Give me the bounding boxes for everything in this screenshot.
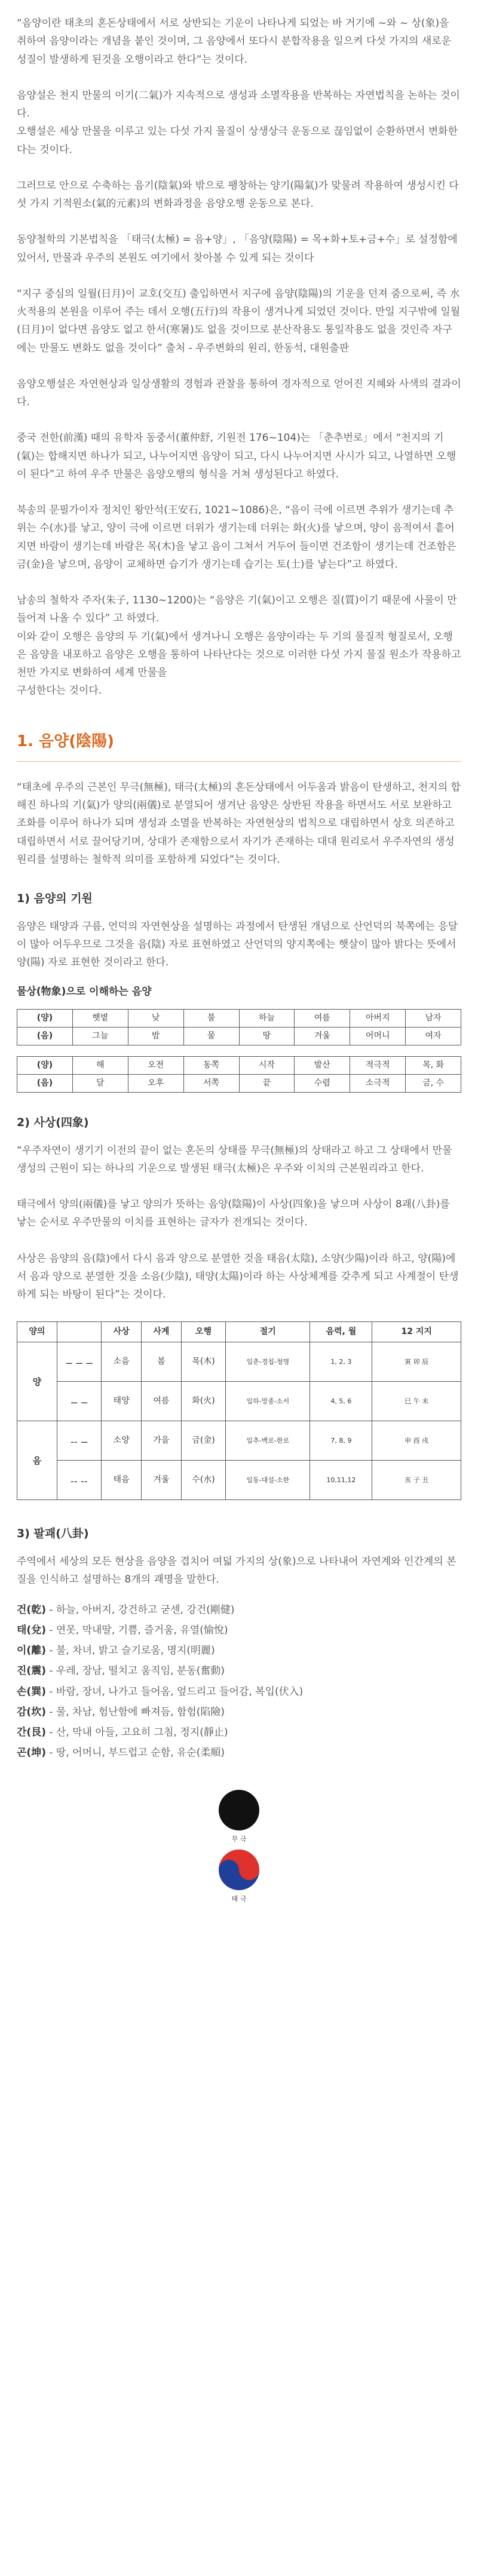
subsection-title-sasang: 2) 사상(四象)	[17, 1115, 89, 1129]
list-item	[17, 1724, 461, 1741]
table-cell: (양)	[17, 1009, 73, 1027]
palgwae-desc: - 물, 차남, 험난함에 빠져듬, 함험(陷險)	[49, 1706, 225, 1718]
table-cell: 끝	[239, 1074, 295, 1092]
table-cell: 햇볕	[72, 1009, 128, 1027]
palgwae-desc: - 우레, 장남, 떨치고 움직임, 분동(奮動)	[49, 1665, 225, 1678]
list-item	[17, 1621, 461, 1639]
table-header: 절기	[226, 1322, 310, 1342]
table-cell: 밤	[128, 1027, 183, 1045]
table-cell: 여름	[295, 1009, 350, 1027]
palgwae-name: 태(兌)	[17, 1624, 46, 1636]
subsection-title-origin: 1) 음양의 기원	[17, 892, 93, 906]
table-header	[57, 1322, 101, 1342]
table-cell: 동쪽	[183, 1056, 239, 1074]
table-row	[17, 1009, 461, 1027]
intro-paragraph: “지구 중심의 일월(日月)이 교호(交互) 출입하면서 지구에 음양(陰陽)의 기운을 던져 줌으로써, 즉 水火적용의 본원을 이루어 주는 데서 오행(五行)의 작용이 생겨나게 되었던 것이다. 만일 지구밖에 일월(日月)이 없다면 음양도 없고 한서(寒暑)도 없을 것이므로 분산작용도 통일작용도 없을 것인즉 자구에는 만물도 변화도 없을 것이다” 출처 - 우주변화의 원리, 한동석, 대원출판	[17, 287, 461, 354]
table-row	[17, 1074, 461, 1092]
palgwae-desc: - 산, 막내 아들, 고요히 그침, 정지(靜止)	[49, 1726, 228, 1739]
subsection-paragraph: 음양은 태양과 구름, 언덕의 자연현상을 설명하는 과정에서 탄생된 개념으로 산언덕의 북쪽에는 응달이 많아 어두우므로 그것을 음(陰) 자로 표현하였고 산언덕의 양지쪽에는 햇살이 많아 밝다는 뜻에서 양(陽) 자로 표현한 것이라고 한다.	[17, 920, 458, 969]
table-cell: 수렴	[295, 1074, 350, 1092]
table-row	[17, 1461, 461, 1500]
list-item	[17, 1744, 461, 1762]
subsection-title-palgwae: 3) 팔괘(八卦)	[17, 1527, 89, 1541]
palgwae-desc: - 바람, 장녀, 나가고 들어옴, 엎드리고 들어감, 복입(伏入)	[49, 1685, 304, 1698]
mugeuk-circle-icon	[219, 1790, 259, 1830]
table-header: 사상	[102, 1322, 142, 1342]
month-cell: 1, 2, 3	[310, 1342, 372, 1382]
table-header: 오행	[181, 1322, 225, 1342]
table-cell: 겨울	[295, 1027, 350, 1045]
list-item	[17, 1662, 461, 1680]
intro-paragraph: 동양철학의 기본법칙을 「태극(太極) = 음+양」, 「음양(陰陽) = 목+화+토+금+수」로 설정함에 있어서, 만물과 우주의 본원도 여기에서 찾아볼 수 있게 되는 것이다	[17, 234, 458, 264]
table-cell: 어머니	[350, 1027, 406, 1045]
palgwae-name: 진(震)	[17, 1665, 46, 1678]
lines-cell: ⚊ ⚊ ⚊	[57, 1342, 101, 1382]
intro-paragraph: 그러므로 안으로 수축하는 음기(陰氣)와 밖으로 팽창하는 양기(陽氣)가 맞물려 작용하여 생성시킨 다섯 가지 기적원소(氣的元素)의 변화과정을 음양오행 운동으로 본다.	[17, 179, 459, 210]
month-cell: 7, 8, 9	[310, 1421, 372, 1461]
mugeuk-label: 무 극	[231, 1835, 247, 1843]
table-row	[17, 1421, 461, 1461]
table-cell: 서쪽	[183, 1074, 239, 1092]
palgwae-name: 건(乾)	[17, 1603, 46, 1616]
palgwae-name: 간(艮)	[17, 1726, 46, 1739]
list-item	[17, 1601, 461, 1619]
intro-paragraph: “음양이란 태초의 혼돈상태에서 서로 상반되는 기운이 나타나게 되었는 바 거기에 ~와 ~ 상(象)을 취하여 음양이라는 개념을 붙인 것이며, 그 음양에서 또다시 분합작용을 일으켜 다섯 가지의 새로운 성질이 발생하게 된것을 오행이라고 한다”는 것이다.	[17, 17, 452, 66]
table-cell: 불	[183, 1009, 239, 1027]
table-cell: 그늘	[72, 1027, 128, 1045]
ohaeng-cell: 금(金)	[181, 1421, 225, 1461]
table-row	[17, 1382, 461, 1421]
palgwae-desc: - 연못, 막내딸, 기쁨, 즐거움, 유열(愉悅)	[49, 1624, 228, 1636]
subsection-paragraph: 사상은 음양의 음(陰)에서 다시 음과 양으로 분열한 것을 태음(太陰), 소양(少陽)이라 하고, 양(陽)에서 음과 양으로 분열한 것을 소음(少陰), 태양(太陽)이라 하는 사상체계를 갖추게 되고 사계절이 탄생하게 되는 바탕이 된다”는 것이다.	[17, 1252, 459, 1301]
table-header: 양의	[17, 1322, 57, 1342]
table-header: 12 지지	[372, 1322, 461, 1342]
jeolgi-cell: 입추-백로-한로	[226, 1421, 310, 1461]
table-row	[17, 1027, 461, 1045]
table-cell: 오후	[128, 1074, 183, 1092]
palgwae-name: 이(離)	[17, 1645, 46, 1657]
jiji-cell: 寅 卯 辰	[372, 1342, 461, 1382]
month-cell: 4, 5, 6	[310, 1382, 372, 1421]
section-title-eumyang: 1. 음양(陰陽)	[17, 728, 461, 762]
table-cell: 낮	[128, 1009, 183, 1027]
yangui-cell: 음	[17, 1421, 57, 1500]
season-cell: 가을	[142, 1421, 182, 1461]
taeguk-label: 태 극	[231, 1894, 247, 1903]
sasang-cell: 소음	[102, 1342, 142, 1382]
ohaeng-cell: 화(火)	[181, 1382, 225, 1421]
table-header: 음력, 월	[310, 1322, 372, 1342]
season-cell: 여름	[142, 1382, 182, 1421]
palgwae-desc: - 하늘, 아버지, 강건하고 굳센, 강건(剛健)	[49, 1603, 235, 1616]
palgwae-name: 손(巽)	[17, 1685, 46, 1698]
table-cell: 남자	[406, 1009, 461, 1027]
season-cell: 봄	[142, 1342, 182, 1382]
intro-paragraph: 북송의 문필가이자 정치인 왕안석(王安石, 1021~1086)은, “음이 극에 이르면 추위가 생기는데 추위는 수(水)를 낳고, 양이 극에 이르면 더위가 생기는데 더위는 화(火)를 낳으며, 양이 음적여서 흩어지면 바람이 생기는데 바람은 목(木)을 낳고 음이 그쳐서 거두어 들이면 건조함이 생기는데 건조함은 금(金)을 낳으며, 음양이 교체하면 습기가 생기는데 습기는 토(土)를 낳는다”고 하였다.	[17, 504, 456, 571]
list-item	[17, 1642, 461, 1660]
list-item	[17, 1683, 461, 1701]
ohaeng-cell: 수(水)	[181, 1461, 225, 1500]
palgwae-desc: - 불, 차녀, 밝고 슬기로움, 명지(明麗)	[49, 1645, 215, 1657]
table-row	[17, 1056, 461, 1074]
table-cell: 땅	[239, 1027, 295, 1045]
section-paragraph: “태초에 우주의 근본인 무극(無極), 태극(太極)의 혼돈상태에서 어두움과 밝음이 탄생하고, 천지의 합해진 하나의 기(氣)가 양의(兩儀)로 분열되어 생겨난 음양은 상반된 작용을 하면서도 서로 보완하고 조화를 이루어 하나가 되며 생성과 소멸을 반복하는 자연현상의 법칙으로 대립하면서 상호 의존하고 대립하면서 서로 끌어당기며, 상대가 존재함으로서 자기가 존재하는 대대 원리로서 우주자연의 생성원리를 설명하는 철학적 의미를 포함하게 되었다”는 것이다.	[17, 781, 461, 866]
ohaeng-cell: 목(木)	[181, 1342, 225, 1382]
yinyang-table-1	[17, 1009, 461, 1045]
jeolgi-cell: 입동-대설-소한	[226, 1461, 310, 1500]
table-cell: (음)	[17, 1074, 73, 1092]
table-cell: 아버지	[350, 1009, 406, 1027]
sasang-cell: 태양	[102, 1382, 142, 1421]
lines-cell: ⚋ ⚊	[57, 1421, 101, 1461]
table-cell: 발산	[295, 1056, 350, 1074]
sasang-table	[17, 1321, 461, 1500]
table-cell: 하늘	[239, 1009, 295, 1027]
table-cell: 해	[72, 1056, 128, 1074]
season-cell: 겨울	[142, 1461, 182, 1500]
list-item	[17, 1703, 461, 1721]
jeolgi-cell: 입하-망종-소서	[226, 1382, 310, 1421]
jeolgi-cell: 입춘-경칩-청명	[226, 1342, 310, 1382]
table-header: 사계	[142, 1322, 182, 1342]
jiji-cell: 申 酉 戌	[372, 1421, 461, 1461]
month-cell: 10,11,12	[310, 1461, 372, 1500]
taeguk-symbol-icon	[219, 1850, 259, 1890]
table-cell: 적극적	[350, 1056, 406, 1074]
taeguk-diagram	[206, 1786, 272, 1906]
intro-paragraph: 음양오행설은 자연현상과 일상생활의 경험과 관찰을 통하여 경자적으로 얻어진 지혜와 사색의 결과이다.	[17, 378, 461, 408]
intro-paragraph: 음양설은 천지 만물의 이기(二氣)가 지속적으로 생성과 소멸작용을 반복하는 자연법칙을 논하는 것이다. 오행설은 세상 만물을 이루고 있는 다섯 가지 물질이 상생상극 운동으로 끊임없이 순환하면서 변화한다는 것이다.	[17, 89, 460, 156]
lines-cell: ⚊ ⚊	[57, 1382, 101, 1421]
table-cell: (음)	[17, 1027, 73, 1045]
table-cell: 목, 화	[406, 1056, 461, 1074]
table-cell: (양)	[17, 1056, 73, 1074]
sasang-cell: 소양	[102, 1421, 142, 1461]
subsection-paragraph: 주역에서 세상의 모든 현상을 음양을 겹치어 여덟 가지의 상(象)으로 나타내어 자연계와 인간계의 본질을 인식하고 설명하는 8개의 괘명을 말한다.	[17, 1556, 456, 1586]
table-header-row	[17, 1322, 461, 1342]
jiji-cell: 亥 子 丑	[372, 1461, 461, 1500]
table-cell: 오전	[128, 1056, 183, 1074]
yinyang-table-2	[17, 1056, 461, 1093]
lines-cell: ⚋ ⚋	[57, 1461, 101, 1500]
sasang-cell: 태음	[102, 1461, 142, 1500]
jiji-cell: 巳 午 未	[372, 1382, 461, 1421]
table-cell: 시작	[239, 1056, 295, 1074]
table-cell: 물	[183, 1027, 239, 1045]
yangui-cell: 양	[17, 1342, 57, 1421]
subsection-paragraph: 태극에서 양의(兩儀)를 낳고 양의가 뜻하는 음양(陰陽)이 사상(四象)을 낳으며 사상이 8괘(八卦)를 낳는 순서로 우주만물의 이치를 표현하는 글자가 전개되는 것이다.	[17, 1198, 450, 1229]
table-row	[17, 1342, 461, 1382]
intro-paragraph: 남송의 철학자 주자(朱子, 1130~1200)는 “음양은 기(氣)이고 오행은 질(質)이기 때문에 사물이 만들어져 나올 수 있다” 고 하였다. 이와 같이 오행은 음양의 두 기(氣)에서 생겨나니 오행은 음양이라는 두 기의 물질적 형질로서, 오행은 음양을 내포하고 음양은 오행을 통하여 나타난다는 것으로 이러한 다섯 가지 물질 원소가 작용하고 천만 가지로 변화하여 세계 만물을 구성한다는 것이다.	[17, 594, 461, 697]
palgwae-desc: - 땅, 어머니, 부드럽고 순함, 유순(柔順)	[49, 1747, 225, 1759]
table-cell: 여자	[406, 1027, 461, 1045]
subsection-paragraph: “우주자연이 생기기 이전의 끝이 없는 혼돈의 상태를 무극(無極)의 상태라고 하고 그 상태에서 만물생성의 근원이 되는 하나의 기운으로 발생된 태극(太極)은 우주와 이치의 근본원리라고 한다.	[17, 1144, 452, 1174]
table-caption: 물상(物象)으로 이해하는 음양	[17, 985, 152, 998]
palgwae-name: 감(坎)	[17, 1706, 46, 1718]
intro-paragraph: 중국 전한(前漢) 때의 유학자 동중서(董仲舒, 기원전 176~104)는 「춘추번로」에서 “천지의 기(氣)는 합해지면 하나가 되고, 나누어지면 음양이 되고, 다시 나누어지면 사시가 되고, 나열하면 오행이 된다”고 하여 우주 만물은 음양오행의 형식을 거쳐 생성된다고 하였다.	[17, 432, 456, 480]
table-cell: 소극적	[350, 1074, 406, 1092]
intro-section	[17, 14, 461, 700]
table-cell: 달	[72, 1074, 128, 1092]
table-cell: 금, 수	[406, 1074, 461, 1092]
palgwae-list	[17, 1601, 461, 1762]
palgwae-name: 곤(坤)	[17, 1747, 46, 1759]
